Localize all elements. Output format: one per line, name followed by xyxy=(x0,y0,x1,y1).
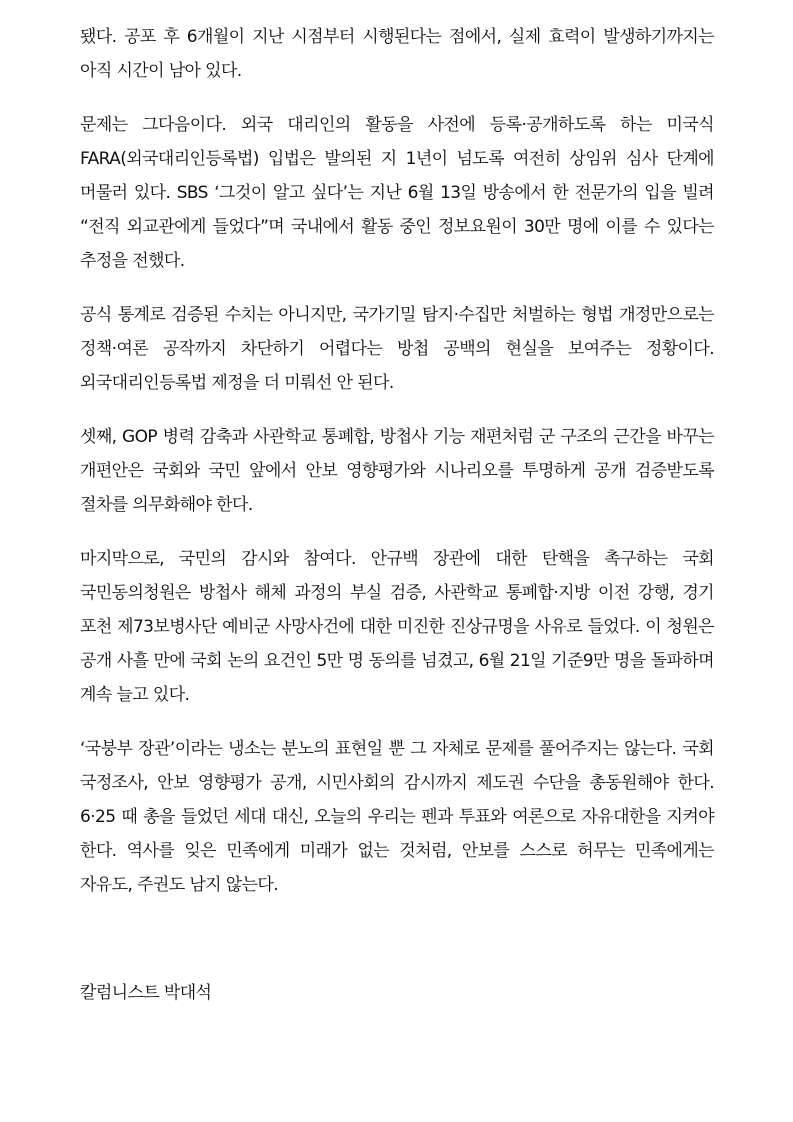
article-paragraph: 문제는 그다음이다. 외국 대리인의 활동을 사전에 등록·공개하도록 하는 미국식 FARA(외국대리인등록법) 입법은 발의된 지 1년이 넘도록 여전히 상임위 심사 단계에 머물러 있다. SBS ‘그것이 알고 싶다’는 지난 6월 13일 방송에서 한 전문가의 입을 빌려 “전직 외교관에게 들었다”며 국내에서 활동 중인 정보요원이 30만 명에 이를 수 있다는 추정을 전했다. xyxy=(80,115,714,271)
article-paragraph: ‘국붕부 장관’이라는 냉소는 분노의 표현일 뿐 그 자체로 문제를 풀어주지는 않는다. 국회 국정조사, 안보 영향평가 공개, 시민사회의 감시까지 제도권 수단을 총동원해야 한다. 6·25 때 총을 들었던 세대 대신, 오늘의 우리는 펜과 투표와 여론으로 자유대한을 지켜야 한다. 역사를 잊은 민족에게 미래가 없는 것처럼, 안보를 스스로 허무는 민족에게는 자유도, 주권도 남지 않는다. xyxy=(80,739,714,895)
article-paragraph: 공식 통계로 검증된 수치는 아니지만, 국가기밀 탐지·수집만 처벌하는 형법 개정만으로는 정책·여론 공작까지 차단하기 어렵다는 방첩 공백의 현실을 보여주는 정황이다. 외국대리인등록법 제정을 더 미뤄선 안 된다. xyxy=(80,305,714,393)
article-paragraph: 셋째, GOP 병력 감축과 사관학교 통폐합, 방첩사 기능 재편처럼 군 구조의 근간을 바꾸는 개편안은 국회와 국민 앞에서 안보 영향평가와 시나리오를 투명하게 공개 검증받도록 절차를 의무화해야 한다. xyxy=(80,427,714,515)
article-paragraph: 마지막으로, 국민의 감시와 참여다. 안규백 장관에 대한 탄핵을 촉구하는 국회 국민동의청원은 방첩사 해체 과정의 부실 검증, 사관학교 통폐합·지방 이전 강행, 경기 포천 제73보병사단 예비군 사망사건에 대한 미진한 진상규명을 사유로 들었다. 이 청원은 공개 사흘 만에 국회 논의 요건인 5만 명 동의를 넘겼고, 6월 21일 기준9만 명을 돌파하며 계속 늘고 있다. xyxy=(80,549,714,705)
author-byline: 칼럼니스트 박대석 xyxy=(80,983,212,1003)
article-paragraph: 됐다. 공포 후 6개월이 지난 시점부터 시행된다는 점에서, 실제 효력이 발생하기까지는 아직 시간이 남아 있다. xyxy=(80,27,714,81)
article-body xyxy=(80,20,714,1010)
